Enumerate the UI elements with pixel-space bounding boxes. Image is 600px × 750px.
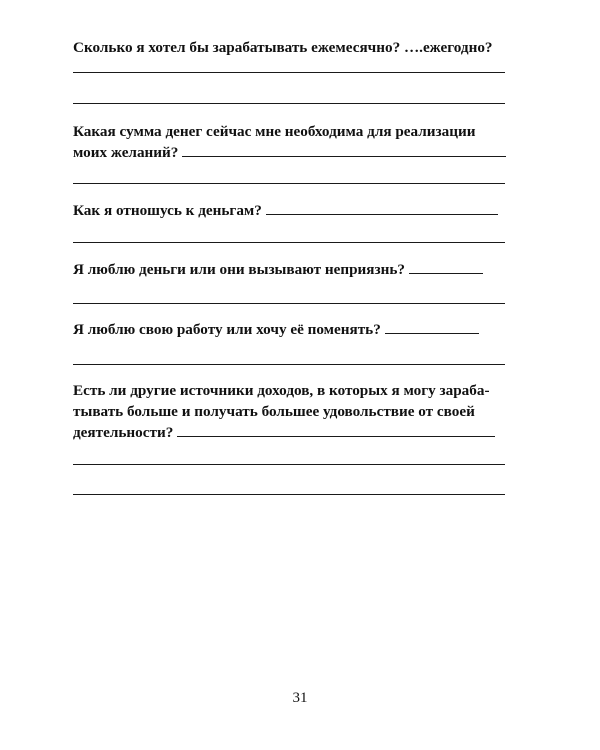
answer-line-1a[interactable] — [73, 72, 505, 73]
question-6-line-2: тывать больше и получать большее удовольствие от своей — [73, 403, 475, 420]
page-number: 31 — [292, 690, 308, 706]
answer-fill-6[interactable] — [177, 422, 495, 437]
question-6 — [73, 380, 523, 443]
answer-line-6a[interactable] — [73, 464, 505, 465]
question-4-text: Я люблю деньги или они вызывают неприязнь? — [73, 261, 406, 278]
question-1 — [73, 37, 523, 58]
question-4 — [73, 259, 523, 280]
question-5 — [73, 319, 523, 340]
answer-line-2a[interactable] — [73, 183, 505, 184]
question-2 — [73, 121, 523, 163]
answer-fill-5[interactable] — [385, 319, 479, 334]
question-2-line-2-wrap — [73, 142, 523, 163]
question-2-line-1: Какая сумма денег сейчас мне необходима для реализации — [73, 123, 476, 140]
question-3 — [73, 200, 523, 221]
answer-fill-2[interactable] — [182, 142, 506, 157]
answer-line-6b[interactable] — [73, 494, 505, 495]
question-3-text: Как я отношусь к деньгам? — [73, 202, 262, 219]
question-5-text: Я люблю свою работу или хочу её поменять? — [73, 321, 381, 338]
answer-line-3a[interactable] — [73, 242, 505, 243]
question-6-line-3-wrap — [73, 422, 523, 443]
question-2-line-2: моих желаний? — [73, 144, 179, 161]
answer-fill-4[interactable] — [409, 259, 483, 274]
answer-fill-3[interactable] — [266, 200, 498, 215]
answer-line-5a[interactable] — [73, 364, 505, 365]
question-6-line-3: деятельности? — [73, 424, 174, 441]
question-6-line-1: Есть ли другие источники доходов, в которых я могу зараба- — [73, 382, 490, 399]
answer-line-1b[interactable] — [73, 103, 505, 104]
answer-line-4a[interactable] — [73, 303, 505, 304]
question-1-text: Сколько я хотел бы зарабатывать ежемесячно? ….ежегодно? — [73, 39, 493, 56]
